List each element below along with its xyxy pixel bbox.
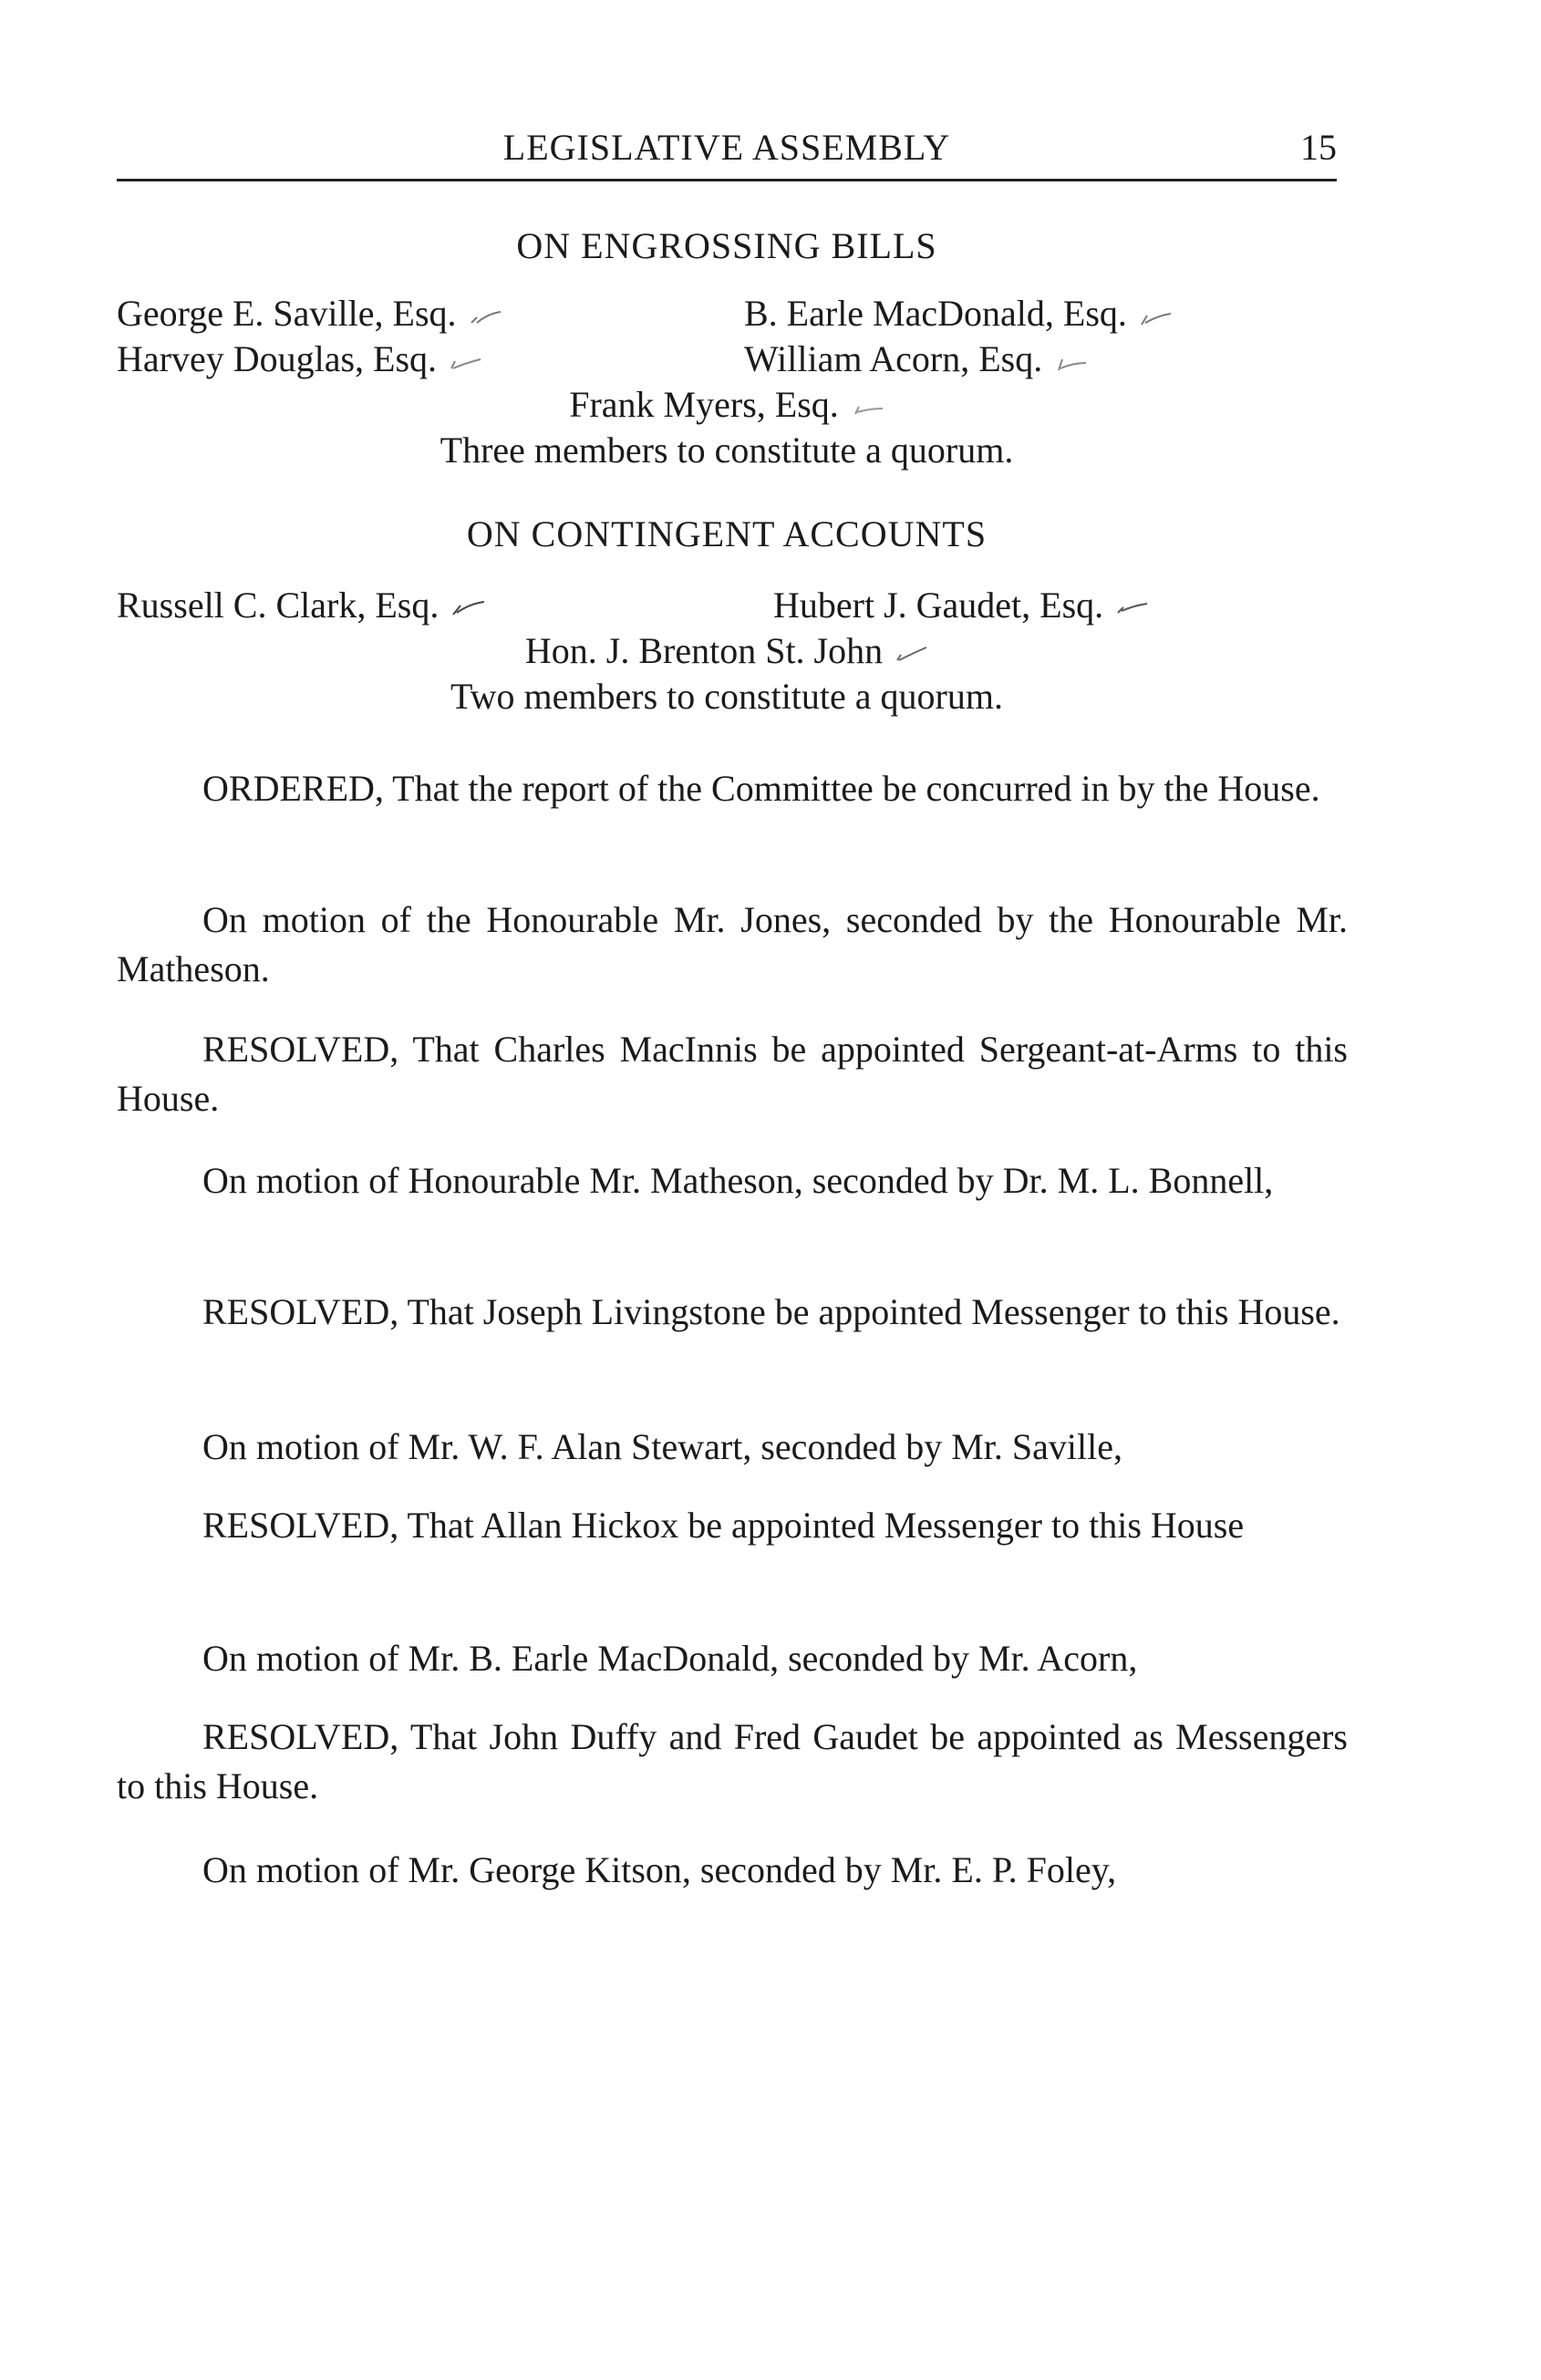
check-mark-icon bbox=[1140, 308, 1173, 326]
member-center-line bbox=[117, 629, 1337, 675]
paragraph-motion: On motion of Mr. George Kitson, seconded by Mr. E. P. Foley, bbox=[202, 1849, 1117, 1890]
member-row bbox=[117, 584, 1337, 629]
paragraph-resolved: RESOLVED, That Charles MacInnis be appointed Sergeant-at-Arms to this House. bbox=[117, 1029, 1348, 1119]
contingent-committee bbox=[117, 512, 1337, 555]
member-name: Hon. J. Brenton St. John bbox=[524, 630, 884, 671]
member-name: Frank Myers, Esq. bbox=[569, 384, 839, 425]
paragraph-resolved: RESOLVED, That Allan Hickox be appointed Messenger to this House bbox=[202, 1505, 1245, 1546]
member-name: Russell C. Clark, Esq. bbox=[117, 585, 440, 626]
contingent-heading: ON CONTINGENT ACCOUNTS bbox=[466, 513, 988, 554]
member-row bbox=[117, 292, 1337, 337]
paragraph-motion: On motion of Honourable Mr. Matheson, seconded by Dr. M. L. Bonnell, bbox=[202, 1160, 1274, 1201]
paragraph-motion: On motion of Mr. B. Earle MacDonald, seconded by Mr. Acorn, bbox=[202, 1638, 1138, 1679]
check-mark-icon bbox=[1116, 600, 1149, 618]
engrossing-heading: ON ENGROSSING BILLS bbox=[516, 225, 937, 266]
contingent-members bbox=[117, 584, 1337, 720]
paragraph-motion: On motion of Mr. W. F. Alan Stewart, seconded by Mr. Saville, bbox=[202, 1426, 1122, 1467]
member-name: George E. Saville, Esq. bbox=[117, 293, 457, 334]
quorum-note: Two members to constitute a quorum. bbox=[450, 676, 1003, 717]
check-mark-icon bbox=[852, 399, 884, 418]
paragraph-ordered: ORDERED, That the report of the Committee be concurred in by the House. bbox=[202, 768, 1320, 809]
check-mark-icon bbox=[895, 646, 928, 664]
member-name: William Acorn, Esq. bbox=[744, 338, 1043, 379]
header-title: LEGISLATIVE ASSEMBLY bbox=[502, 127, 951, 168]
engrossing-members bbox=[117, 292, 1337, 474]
page-number: 15 bbox=[1300, 127, 1337, 168]
member-name: B. Earle MacDonald, Esq. bbox=[744, 293, 1127, 334]
quorum-note: Three members to constitute a quorum. bbox=[440, 429, 1014, 471]
engrossing-committee bbox=[117, 224, 1337, 267]
check-mark-icon bbox=[470, 308, 502, 326]
member-center-line bbox=[117, 383, 1337, 429]
check-mark-icon bbox=[451, 600, 484, 618]
paragraph-motion: On motion of the Honourable Mr. Jones, seconded by the Honourable Mr. Matheson. bbox=[117, 899, 1348, 989]
member-name: Hubert J. Gaudet, Esq. bbox=[773, 585, 1104, 626]
paragraph-resolved: RESOLVED, That John Duffy and Fred Gaudet be appointed as Messengers to this House. bbox=[117, 1716, 1348, 1806]
paragraph-resolved: RESOLVED, That Joseph Livingstone be appointed Messenger to this House. bbox=[202, 1291, 1340, 1332]
member-row bbox=[117, 337, 1337, 383]
check-mark-icon bbox=[450, 354, 482, 372]
member-name: Harvey Douglas, Esq. bbox=[117, 338, 438, 379]
check-mark-icon bbox=[1055, 354, 1088, 372]
running-header bbox=[117, 120, 1337, 181]
